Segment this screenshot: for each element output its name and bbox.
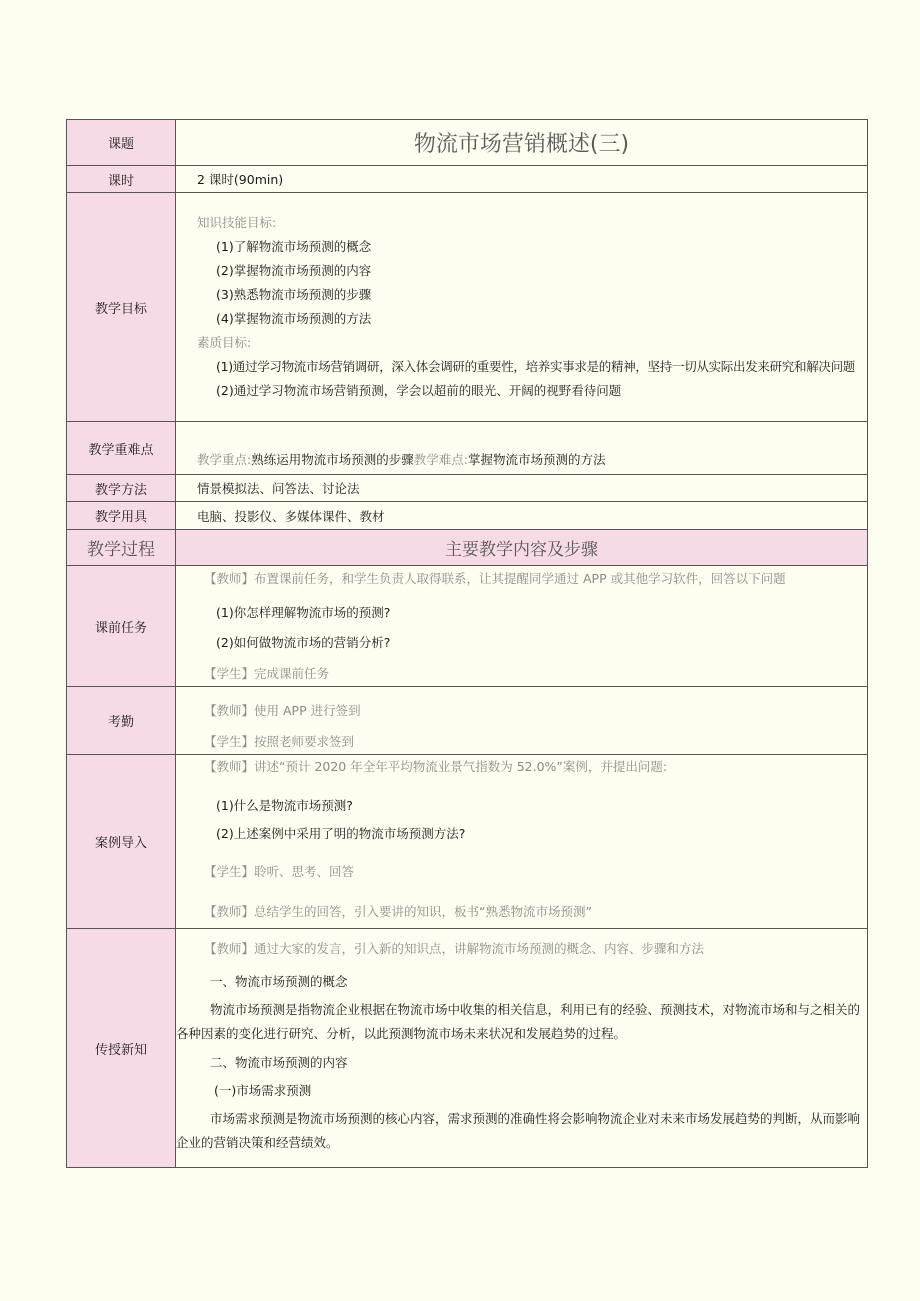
methods-value: 情景模拟法、问答法、讨论法: [176, 475, 868, 502]
teacher-note: 【教师】总结学生的回答，引入要讲的知识，板书“熟悉物流市场预测”: [204, 904, 592, 919]
process-header-left: 教学过程: [67, 530, 176, 566]
quality-heading: 素质目标:: [197, 335, 252, 350]
process-header-row: [67, 530, 868, 566]
knowledge-item: (4)掌握物流市场预测的方法: [216, 311, 372, 326]
student-note: 【学生】聆听、思考、回答: [204, 864, 355, 879]
question-item: (2)如何做物流市场的营销分析?: [216, 635, 391, 650]
question-item: (2)上述案例中采用了明的物流市场预测方法?: [216, 826, 466, 841]
methods-label: 教学方法: [67, 475, 176, 502]
teacher-note: 【教师】讲述“预计 2020 年全年平均物流业景气指数为 52.0%”案例，并提出问题:: [204, 759, 668, 774]
knowledge-heading: 知识技能目标:: [197, 215, 277, 230]
new-knowledge-label: 传授新知: [67, 929, 176, 1168]
subsection-heading: (一)市场需求预测: [214, 1083, 312, 1098]
hours-row: [67, 166, 868, 193]
attendance-label: 考勤: [67, 687, 176, 755]
knowledge-item: (2)掌握物流市场预测的内容: [216, 263, 372, 278]
teacher-note: 【教师】使用 APP 进行签到: [204, 703, 361, 718]
tools-label: 教学用具: [67, 502, 176, 530]
question-item: (1)你怎样理解物流市场的预测?: [216, 605, 391, 620]
page-title: 物流市场营销概述(三): [176, 120, 868, 166]
tools-row: [67, 502, 868, 530]
tools-value: 电脑、投影仪、多媒体课件、教材: [176, 502, 868, 530]
objectives-row: [67, 193, 868, 422]
case-intro-content: [176, 755, 868, 929]
student-note: 【学生】完成课前任务: [204, 666, 330, 681]
focus-text: 熟练运用物流市场预测的步骤: [251, 452, 414, 467]
difficulty-tag: 教学难点:: [413, 452, 468, 467]
objectives-label: 教学目标: [67, 193, 176, 422]
teacher-note: 【教师】通过大家的发言，引入新的知识点，讲解物流市场预测的概念、内容、步骤和方法: [204, 941, 705, 956]
question-item: (1)什么是物流市场预测?: [216, 798, 353, 813]
section-heading: 一、物流市场预测的概念: [210, 974, 348, 989]
objectives-content: [176, 193, 868, 422]
quality-item: (2)通过学习物流市场营销预测，学会以超前的眼光、开阔的视野看待问题: [216, 383, 622, 398]
student-note: 【学生】按照老师要求签到: [204, 734, 355, 749]
hours-value: 2 课时(90min): [176, 166, 868, 193]
keypoints-row: [67, 422, 868, 475]
teacher-note: 【教师】布置课前任务，和学生负责人取得联系，让其提醒同学通过 APP 或其他学习软件，回答以下问题: [204, 571, 786, 586]
topic-row: [67, 120, 868, 166]
case-intro-label: 案例导入: [67, 755, 176, 929]
section-heading: 二、物流市场预测的内容: [210, 1055, 348, 1070]
paragraph: 物流市场预测是指物流企业根据在物流市场中收集的相关信息，利用已有的经验、预测技术，对物流市场和与之相关的各种因素的变化进行研究、分析，以此预测物流市场未来状况和发展趋势的过程。: [176, 1002, 861, 1041]
difficulty-text: 掌握物流市场预测的方法: [467, 452, 606, 467]
quality-item: (1)通过学习物流市场营销调研，深入体会调研的重要性，培养实事求是的精神，坚持一切从实际出发来研究和解决问题: [216, 359, 856, 374]
keypoints-content: [176, 422, 868, 475]
focus-tag: 教学重点:: [197, 452, 252, 467]
pre-task-label: 课前任务: [67, 566, 176, 687]
new-knowledge-row: [67, 929, 868, 1168]
pre-task-row: [67, 566, 868, 687]
hours-label: 课时: [67, 166, 176, 193]
attendance-row: [67, 687, 868, 755]
topic-label: 课题: [67, 120, 176, 166]
paragraph: 市场需求预测是物流市场预测的核心内容，需求预测的准确性将会影响物流企业对未来市场发展趋势的判断，从而影响企业的营销决策和经营绩效。: [176, 1111, 861, 1150]
attendance-content: [176, 687, 868, 755]
knowledge-item: (1)了解物流市场预测的概念: [216, 239, 372, 254]
pre-task-content: [176, 566, 868, 687]
case-intro-row: [67, 755, 868, 929]
lesson-plan-table: [66, 119, 868, 1168]
methods-row: [67, 475, 868, 502]
keypoints-label: 教学重难点: [67, 422, 176, 475]
process-header-right: 主要教学内容及步骤: [176, 530, 868, 566]
new-knowledge-content: [176, 929, 868, 1168]
knowledge-item: (3)熟悉物流市场预测的步骤: [216, 287, 372, 302]
